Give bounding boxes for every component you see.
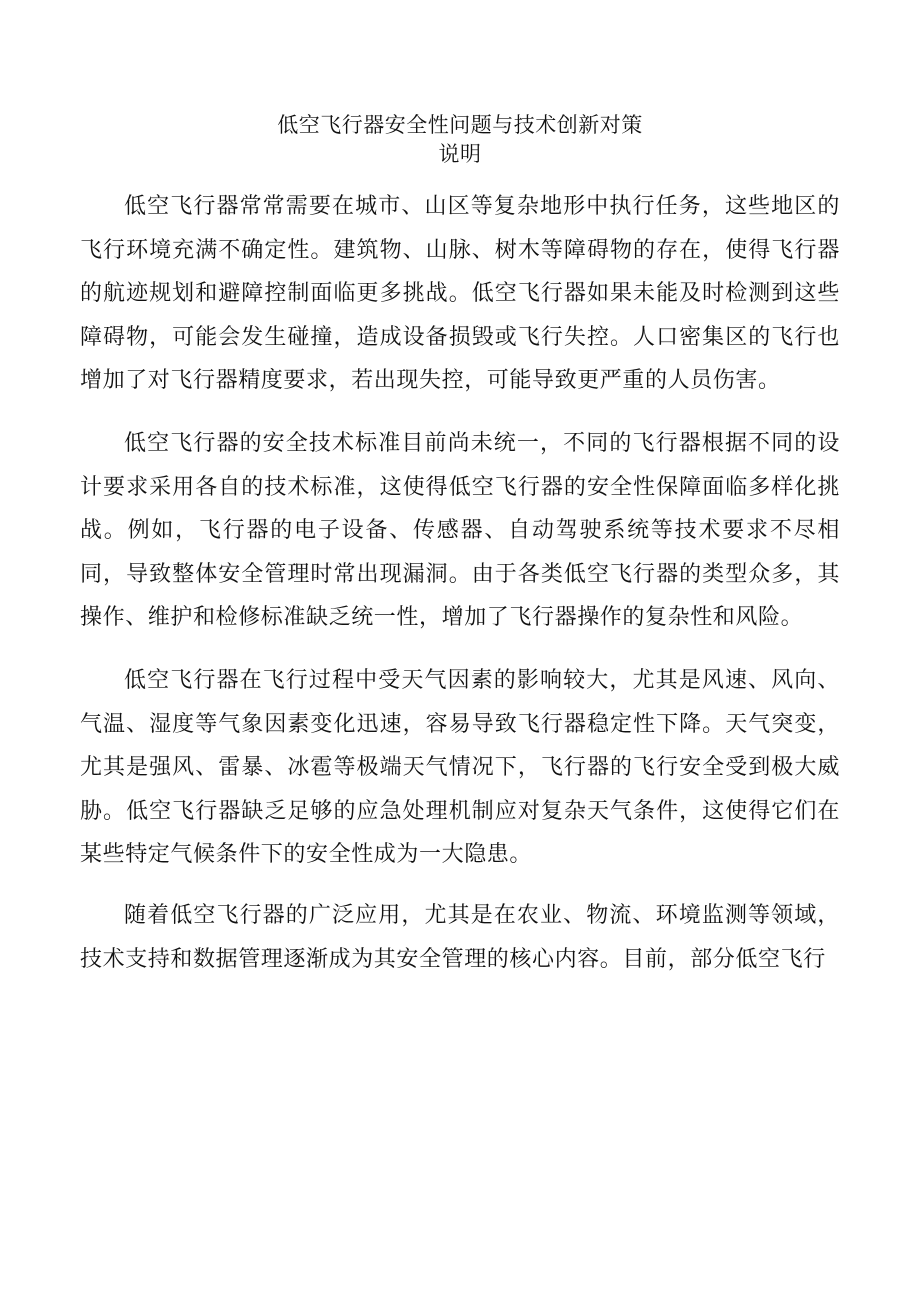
paragraph-data-management: 随着低空飞行器的广泛应用，尤其是在农业、物流、环境监测等领域，技术支持和数据管理逐渐成为其安全管理的核心内容。目前，部分低空飞行	[80, 902, 840, 972]
paragraph-obstacle-risk: 低空飞行器常常需要在城市、山区等复杂地形中执行任务，这些地区的飞行环境充满不确定性。建筑物、山脉、树木等障碍物的存在，使得飞行器的航迹规划和避障控制面临更多挑战。低空飞行器如果未能及时检测到这些障碍物，可能会发生碰撞，造成设备损毁或飞行失控。人口密集区的飞行也增加了对飞行器精度要求，若出现失控，可能导致更严重的人员伤害。	[80, 194, 840, 394]
document-title: 低空飞行器安全性问题与技术创新对策	[277, 113, 643, 137]
document-subtitle: 说明	[438, 142, 482, 166]
paragraph-technical-standards: 低空飞行器的安全技术标准目前尚未统一，不同的飞行器根据不同的设计要求采用各自的技术标准，这使得低空飞行器的安全性保障面临多样化挑战。例如，飞行器的电子设备、传感器、自动驾驶系统等技术要求不尽相同，导致整体安全管理时常出现漏洞。由于各类低空飞行器的类型众多，其操作、维护和检修标准缺乏统一性，增加了飞行器操作的复杂性和风险。	[80, 430, 840, 631]
document-body	[80, 185, 840, 999]
paragraph-weather-impact: 低空飞行器在飞行过程中受天气因素的影响较大，尤其是风速、风向、气温、湿度等气象因素变化迅速，容易导致飞行器稳定性下降。天气突变，尤其是强风、雷暴、冰雹等极端天气情况下，飞行器的飞行安全受到极大威胁。低空飞行器缺乏足够的应急处理机制应对复杂天气条件，这使得它们在某些特定气候条件下的安全性成为一大隐患。	[80, 667, 840, 868]
